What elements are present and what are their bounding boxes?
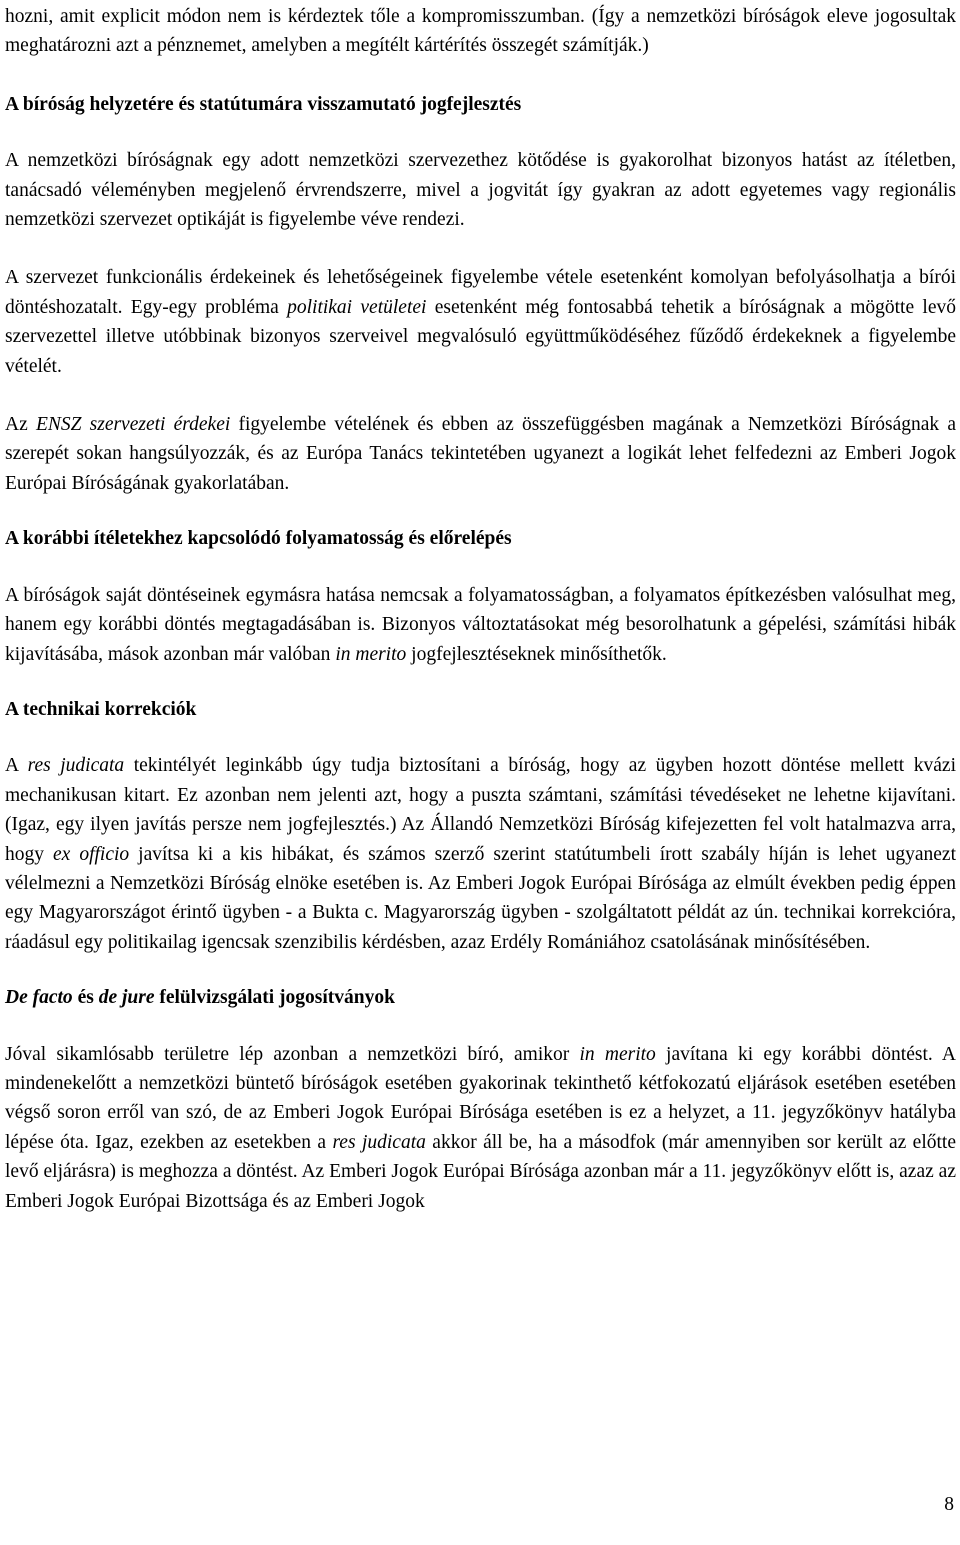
paragraph-text: hozni, amit explicit módon nem is kérdeztek tőle a kompromisszumban. (Így a nemzetközi bíróságok eleve jogosultak meghatározni azt a pénznemet, amelyben a megítélt kártérítés összegét számítják.) [5, 6, 956, 57]
paragraph-text: tekintélyét leginkább úgy tudja biztosítani a bíróság, hogy az ügyben hozott döntése mellett kvázi mechanikusan kitart. Ez azonban nem jelenti azt, hogy a puszta számtani, számítási tévedéseket ne lehetne kijavítani. (Igaz, egy ilyen javítás persze nem jogfejlesztés.) Az Állandó Nemzetközi Bíróság kifejezetten fel volt hatalmazva arra, hogy [5, 755, 956, 865]
italic-heading-term: de jure [98, 987, 155, 1009]
italic-term: ex officio [53, 843, 130, 865]
paragraph-text: javítana ki egy korábbi döntést. A mindenekelőtt a nemzetközi büntető bíróságok esetében gyakorinak tekinthető kétfokozatú eljárások esetében esetében végső soron erről van szó, de az Emberi Jogok Európai Bírósága esetében is ez a helyzet, a 11. jegyzőkönyv hatályba lépése óta. Igaz, ezekben az esetekben a [5, 1043, 956, 1153]
section-heading-court-status [5, 90, 956, 119]
document-page [5, 2, 956, 1216]
heading-text: A bíróság helyzetére és statútumára visszamutató jogfejlesztés [5, 93, 522, 115]
paragraph-mutual-effect [5, 581, 956, 669]
section-heading-technical-corrections [5, 695, 956, 724]
italic-term: ENSZ szervezeti érdekei [35, 414, 231, 436]
paragraph-text: A szervezet funkcionális érdekeinek és lehetőségeinek figyelembe vétele esetenként komolyan befolyásolhatja a bírói döntéshozatalt. Egy-egy probléma [5, 267, 956, 318]
italic-term: res judicata [332, 1131, 426, 1153]
heading-text: felülvizsgálati jogosítványok [154, 987, 395, 1009]
italic-term: in merito [579, 1043, 656, 1065]
paragraph-text: A nemzetközi bíróságnak egy adott nemzetközi szervezethez kötődése is gyakorolhat bizonyos hatást az ítéletben, tanácsadó véleményben megjelenő érvrendszerre, mivel a jogvitát így gyakran az adott egyetemes vagy regionális nemzetközi szervezet optikáját is figyelembe véve rendezi. [5, 150, 956, 231]
section-heading-review-powers [5, 983, 956, 1012]
paragraph-text: Jóval sikamlósabb területre lép azonban a nemzetközi bíró, amikor [5, 1043, 580, 1065]
paragraph-un-interests [5, 410, 956, 498]
paragraph-functional-interests [5, 263, 956, 381]
paragraph-in-merito-review [5, 1040, 956, 1216]
paragraph-text: javítsa ki a kis hibákat, és számos szerző szerint statútumbeli írott szabály híján is lehet ugyanezt vélelmezni a Nemzetközi Bíróság elnöke esetében is. Az Emberi Jogok Európai Bírósága az elmúlt években pedig éppen egy Magyarországot érintő ügyben - a Bukta c. Magyarország ügyben - szolgáltatott példát az ún. technikai korrekcióra, ráadásul egy politikailag igencsak szenzibilis kérdésben, azaz Erdély Romániához csatolásának minősítésében. [5, 843, 957, 953]
italic-term: res judicata [27, 755, 125, 777]
paragraph-continuation [5, 2, 956, 61]
paragraph-text: jogfejlesztéseknek minősíthetők. [406, 643, 667, 665]
page-number: 8 [944, 1494, 954, 1515]
italic-heading-term: De facto [5, 987, 73, 1009]
heading-text: A korábbi ítéletekhez kapcsolódó folyamatosság és előrelépés [5, 528, 512, 550]
paragraph-text: akkor áll be, ha a másodfok (már amennyiben sor került az előtte levő eljárásra) is meghozza a döntést. Az Emberi Jogok Európai Bírósága azonban már a 11. jegyzőkönyv előtt is, azaz az Emberi Jogok Európai Bizottsága és az Emberi Jogok [5, 1131, 956, 1212]
paragraph-text: A [5, 755, 28, 777]
heading-text: A technikai korrekciók [5, 698, 197, 720]
paragraph-text: A bíróságok saját döntéseinek egymásra hatása nemcsak a folyamatosságban, a folyamatos építkezésben valósulhat meg, hanem egy korábbi döntés megtagadásában is. Bizonyos változtatásokat még besorolhatunk a gépelési, számítási hibák kijavításába, mások azonban már valóban [5, 584, 956, 665]
paragraph-organization-link [5, 146, 956, 234]
paragraph-res-judicata [5, 751, 956, 957]
paragraph-text: esetenként még fontosabbá tehetik a bíróságnak a mögötte levő szervezettel illetve utóbbinak bizonyos szerveivel megvalósuló együttműködéséhez fűződő érdekeknek a figyelembe vételét. [5, 296, 956, 377]
italic-term: politikai vetületei [287, 296, 427, 318]
paragraph-text: Az [5, 414, 36, 436]
paragraph-text: figyelembe vételének és ebben az összefüggésben magának a Nemzetközi Bíróságnak a szerepét sokan hangsúlyozzák, és az Európa Tanács tekintetében ugyanezt a logikát lehet felfedezni az Emberi Jogok Európai Bíróságának gyakorlatában. [5, 414, 956, 494]
heading-text: és [72, 987, 99, 1009]
italic-term: in merito [335, 643, 407, 665]
section-heading-continuity [5, 524, 956, 553]
